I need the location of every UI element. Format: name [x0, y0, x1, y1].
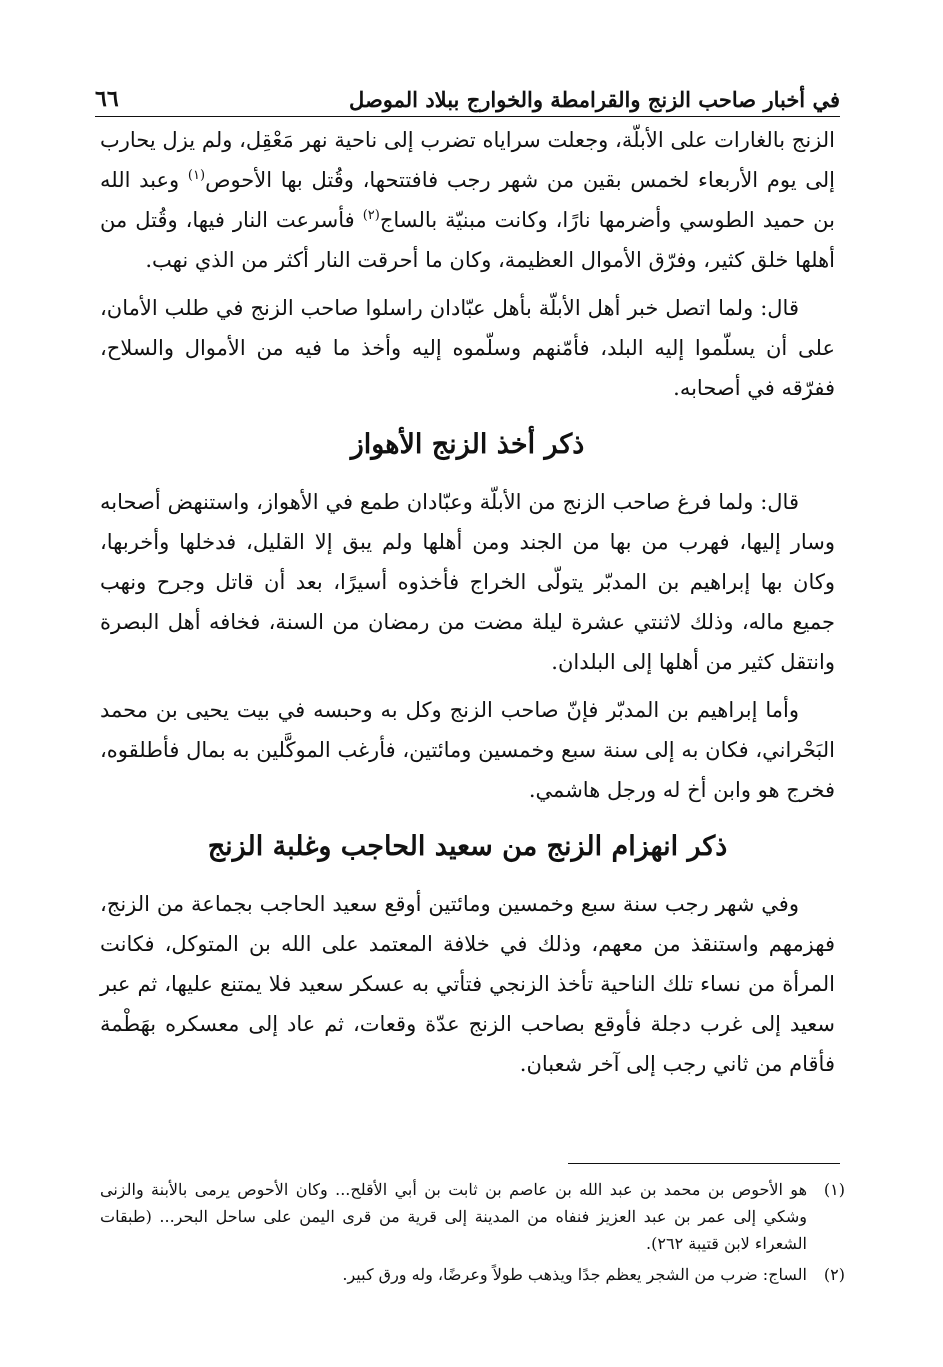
footnote — [100, 1261, 845, 1288]
paragraph-text: الزنج بالغارات على الأبلّة، وجعلت سراياه تضرب إلى ناحية نهر مَعْقِل، ولم يزل يحارب إلى يوم الأربعاء لخمس بقين من شهر رجب فافتتحها، وقُتل بها الأحوص — [100, 128, 836, 192]
footnote-text: هو الأحوص بن محمد بن عبد الله بن عاصم بن ثابت بن أبي الأقلح... وكان الأحوص يرمى بالأبنة والزنى وشكي إلى عمر بن عبد العزيز فنفاه من المدينة إلى قرية من قرى اليمن على ساحل البحر... (طبقات الشعراء لابن قتيبة ٢٦٢). — [100, 1180, 808, 1253]
page-number: ٦٦ — [95, 86, 119, 112]
paragraph — [100, 120, 835, 280]
footnotes — [100, 1176, 845, 1292]
paragraph: وأما إبراهيم بن المدبّر فإنّ صاحب الزنج وكل به وحبسه في بيت يحيى بن محمد البَحْراني، فكان به إلى سنة سبع وخمسين ومائتين، فأرغب الموكَّلين به بمال فأطلقوه، فخرج هو وابن أخ له ورجل هاشمي. — [100, 698, 835, 802]
footnote-divider — [568, 1163, 840, 1164]
paragraph-text: وعبد الله بن حميد الطوسي وأضرمها نارًا، وكانت مبنيّة بالساج — [100, 168, 835, 232]
footnote-reference: (١) — [187, 168, 206, 183]
footnote-reference: (٢) — [362, 208, 380, 223]
footnote-number: (١) — [823, 1180, 845, 1199]
footnote — [100, 1176, 845, 1257]
paragraph: وفي شهر رجب سنة سبع وخمسين ومائتين أوقع سعيد الحاجب بجماعة من الزنج، فهزمهم واستنقذ من معهم، وذلك في خلافة المعتمد على الله بن المتوكل، فكانت المرأة من نساء تلك الناحية تأخذ الزنجي فتأتي به عسكر سعيد فلا يمتنع عليها، ثم عبر سعيد إلى غرب دجلة فأوقع بصاحب الزنج عدّة وقعات، ثم عاد إلى معسكره بهَطْمة فأقام من ثاني رجب إلى آخر شعبان. — [100, 892, 835, 1076]
paragraph: قال: ولما فرغ صاحب الزنج من الأبلّة وعبّادان طمع في الأهواز، واستنهض أصحابه وسار إليها، فهرب من بها من الجند ومن أهلها ولم يبق إلا القليل، فدخلها وأخربها، وكان بها إبراهيم بن المدبّر يتولّى الخراج فأخذوه أسيرًا، بعد أن قاتل وجرح ونهب جميع ماله، وذلك لاثنتي عشرة ليلة مضت من رمضان من السنة، فخافه أهل البصرة وانتقل كثير من أهلها إلى البلدان. — [100, 490, 835, 674]
section-heading: ذكر أخذ الزنج الأهواز — [350, 429, 585, 460]
main-text — [100, 120, 835, 1092]
footnote-text: الساج: ضرب من الشجر يعظم جدًا ويذهب طولاً وعرضًا، وله ورق كبير. — [342, 1265, 807, 1284]
running-title: في أخبار صاحب الزنج والقرامطة والخوارج ببلاد الموصل — [349, 87, 840, 112]
paragraph-text: فأسرعت النار فيها، وقُتل من أهلها خلق كثير، وفرّق الأموال العظيمة، وكان ما أحرقت النار أكثر من الذي نهب. — [100, 208, 835, 272]
footnote-number: (٢) — [823, 1265, 845, 1284]
section-heading: ذكر انهزام الزنج من سعيد الحاجب وغلبة الزنج — [207, 831, 728, 862]
page-header — [95, 72, 840, 117]
paragraph: قال: ولما اتصل خبر أهل الأبلّة بأهل عبّادان راسلوا صاحب الزنج في طلب الأمان، على أن يسلّموا إليه البلد، فأمّنهم وسلّموه إليه وأخذ ما فيه من الأموال والسلاح، ففرّقه في أصحابه. — [100, 296, 835, 400]
